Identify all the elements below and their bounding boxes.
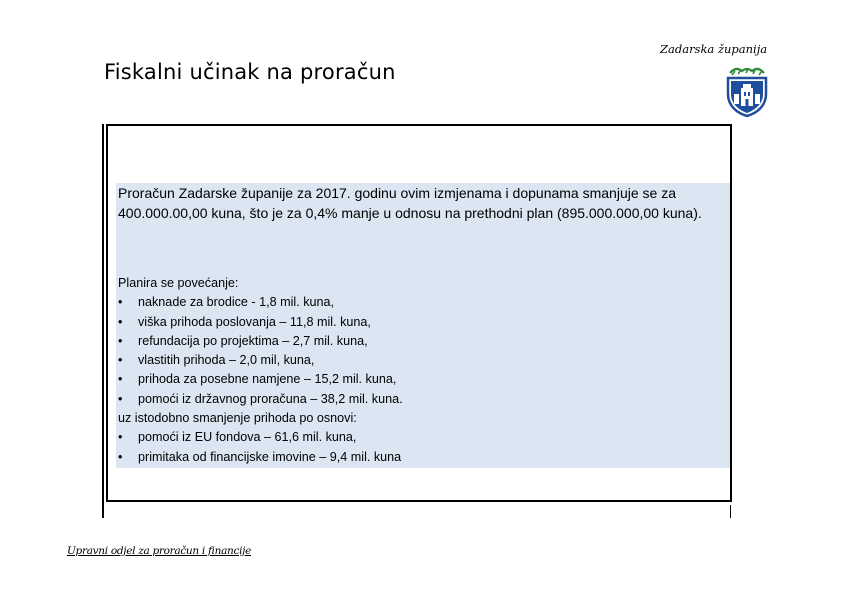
list-item: • prihoda za posebne namjene – 15,2 mil. kuna, <box>118 370 718 389</box>
county-name: Zadarska županija <box>660 42 768 56</box>
bullet-icon: • <box>118 333 123 348</box>
list-item: • pomoći iz državnog proračuna – 38,2 mil. kuna. <box>118 390 718 409</box>
list-item: • vlastitih prihoda – 2,0 mil, kuna, <box>118 351 718 370</box>
intro-paragraph: Proračun Zadarske županije za 2017. godinu ovim izmjenama i dopunama smanjuje se za 400.000.00,00 kuna, što je za 0,4% manje u odnosu na prethodni plan (895.000.000,00 kuna). <box>118 185 702 221</box>
list-item: • viška prihoda poslovanja – 11,8 mil. kuna, <box>118 313 718 332</box>
coat-of-arms-icon <box>724 64 770 118</box>
list-item: • primitaka od financijske imovine – 9,4 mil. kuna <box>118 448 718 467</box>
left-border-line <box>102 124 104 518</box>
list-item: • naknade za brodice - 1,8 mil. kuna, <box>118 293 718 312</box>
bullet-icon: • <box>118 314 123 329</box>
increases-heading: Planira se povećanje: <box>118 276 239 290</box>
bullet-icon: • <box>118 449 123 464</box>
right-border-tick <box>730 505 731 518</box>
footer-department: Upravni odjel za proračun i financije <box>67 545 251 557</box>
bullet-icon: • <box>118 353 123 368</box>
bullet-icon: • <box>118 391 123 406</box>
bullet-icon: • <box>118 430 123 445</box>
decreases-heading: uz istodobno smanjenje prihoda po osnovi: <box>118 411 357 426</box>
revenue-changes <box>118 274 718 467</box>
list-item: • pomoći iz EU fondova – 61,6 mil. kuna, <box>118 428 718 447</box>
bullet-icon: • <box>118 295 123 310</box>
bullet-icon: • <box>118 372 123 387</box>
list-item: • refundacija po projektima – 2,7 mil. kuna, <box>118 332 718 351</box>
page-title: Fiskalni učinak na proračun <box>104 60 396 84</box>
